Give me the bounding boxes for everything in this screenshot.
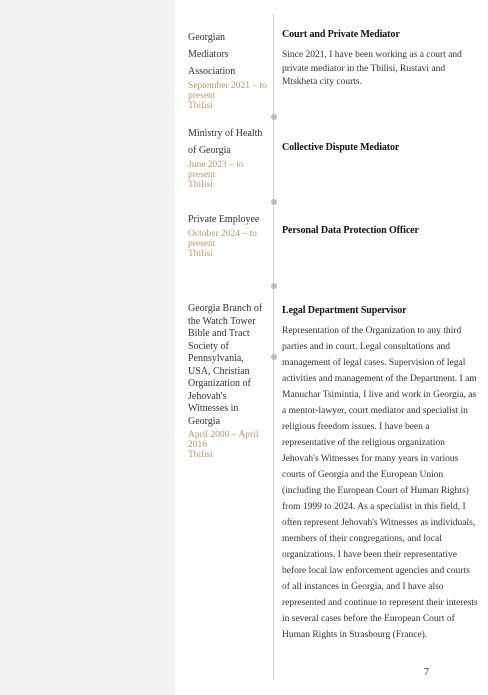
entry-meta-1 xyxy=(188,29,268,112)
entry-body-3 xyxy=(282,224,480,237)
entry-city: Tbilisi xyxy=(188,180,213,190)
entry-meta-3 xyxy=(188,211,268,260)
entry-organization: Georgia Branch of the Watch Tower Bible and Tract Society of Pennsylvania, USA, Christian Organization of Jehovah's Witnesses in Georgia xyxy=(188,303,263,427)
entry-meta-2 xyxy=(188,125,268,191)
entry-dates: September 2021 – to present xyxy=(188,81,267,101)
page-number: 7 xyxy=(424,667,429,678)
entry-organization: Georgian Mediators Association xyxy=(188,32,236,77)
timeline-dot xyxy=(271,354,277,360)
entry-role: Personal Data Protection Officer xyxy=(282,225,419,236)
entry-role: Legal Department Supervisor xyxy=(282,305,407,316)
timeline-dot xyxy=(271,283,277,289)
entry-dates: October 2024 – to present xyxy=(188,229,257,249)
entry-dates: June 2023 – to present xyxy=(188,160,244,180)
sidebar-band xyxy=(0,0,175,695)
entry-body-1 xyxy=(282,28,480,90)
entry-city: Tbilisi xyxy=(188,450,213,460)
entry-dates: April 2000 – April 2016 xyxy=(188,430,259,450)
entry-meta-4 xyxy=(188,303,268,461)
entry-description: Representation of the Organization to any third parties and in court. Legal consultations and management of legal cases. Supervision of legal activities and management of the Department. I am Manuchar Tsimintia, I live and work in Georgia, as a mentor-lawyer, court mediator and specialist in religious freedom issues. I have been a representative of the religious organization Jehovah's Witnesses for many years in various courts of Georgia and the European Union (including the European Court of Human Rights) from 1999 to 2024. As a specialist in this field, I often represent Jehovah's Witnesses as individuals, members of their congregations, and local organizations. I have been their representative before local law enforcement agencies and courts of all instances in Georgia, and I have also represented and continue to represent their interests in several cases before the European Court of Human Rights in Strasbourg (France). xyxy=(282,326,478,640)
entry-organization: Private Employee xyxy=(188,214,260,225)
timeline-dot xyxy=(271,199,277,205)
entry-description: Since 2021, I have been working as a court and private mediator in the Tbilisi, Rustavi and Mtskheta city courts. xyxy=(282,50,462,87)
entry-city: Tbilisi xyxy=(188,101,213,111)
entry-city: Tbilisi xyxy=(188,249,213,259)
timeline-dot xyxy=(271,114,277,120)
entry-body-2 xyxy=(282,141,480,154)
entry-role: Collective Dispute Mediator xyxy=(282,142,400,153)
entry-body-4 xyxy=(282,304,480,643)
entry-organization: Ministry of Health of Georgia xyxy=(188,128,263,156)
entry-role: Court and Private Mediator xyxy=(282,29,400,40)
